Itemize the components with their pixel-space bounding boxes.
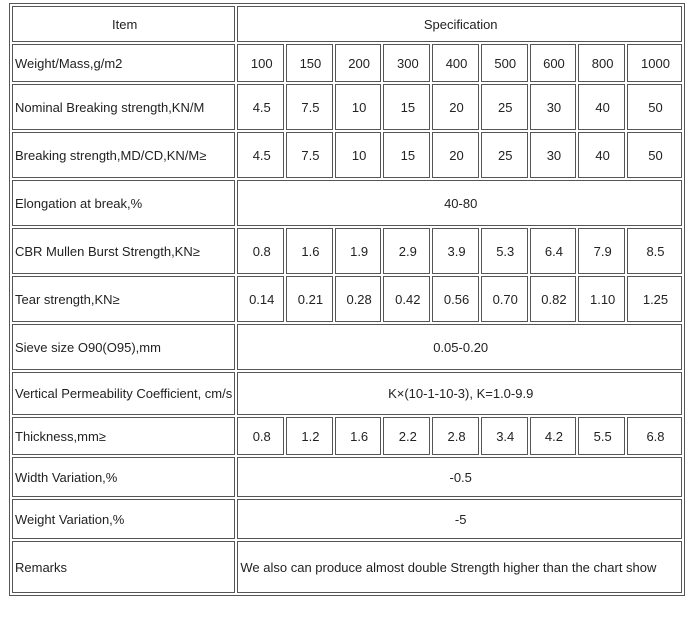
- cell-value: 2.8: [432, 417, 479, 455]
- cell-value: 7.9: [578, 228, 625, 274]
- cell-value: 200: [335, 44, 382, 82]
- table-row: [12, 417, 682, 455]
- header-item: Item: [12, 6, 235, 42]
- cell-value: 1.2: [286, 417, 333, 455]
- cell-value: 40: [578, 84, 625, 130]
- table-row: [12, 457, 682, 497]
- cell-value: 30: [530, 132, 577, 178]
- cell-value: 50: [627, 132, 682, 178]
- cell-value: 0.14: [237, 276, 284, 322]
- row-label-breaking: Breaking strength,MD/CD,KN/M≥: [12, 132, 235, 178]
- cell-value: 5.5: [578, 417, 625, 455]
- cell-value: 400: [432, 44, 479, 82]
- table-row: [12, 499, 682, 539]
- cell-value: 500: [481, 44, 528, 82]
- header-row: [12, 6, 682, 42]
- table-row: [12, 84, 682, 130]
- cell-value: 0.8: [237, 228, 284, 274]
- cell-value: 300: [383, 44, 430, 82]
- row-label-cbr: CBR Mullen Burst Strength,KN≥: [12, 228, 235, 274]
- cell-value: 1.9: [335, 228, 382, 274]
- table-row: [12, 180, 682, 226]
- remarks-text: We also can produce almost double Strength higher than the chart show: [237, 541, 682, 593]
- cell-value: 6.4: [530, 228, 577, 274]
- table-row: [12, 44, 682, 82]
- cell-value: 20: [432, 84, 479, 130]
- cell-value: 1.10: [578, 276, 625, 322]
- cell-value: 0.42: [383, 276, 430, 322]
- cell-value: -0.5: [237, 457, 682, 497]
- cell-value: 0.8: [237, 417, 284, 455]
- cell-value: 50: [627, 84, 682, 130]
- table-row: [12, 372, 682, 415]
- cell-value: 0.70: [481, 276, 528, 322]
- cell-value: 15: [383, 132, 430, 178]
- cell-value: 0.05-0.20: [237, 324, 682, 370]
- cell-value: 1000: [627, 44, 682, 82]
- cell-value: 3.9: [432, 228, 479, 274]
- row-label-remarks: Remarks: [12, 541, 235, 593]
- cell-value: 3.4: [481, 417, 528, 455]
- row-label-sieve: Sieve size O90(O95),mm: [12, 324, 235, 370]
- cell-value: 4.2: [530, 417, 577, 455]
- cell-value: 25: [481, 132, 528, 178]
- table-row: [12, 324, 682, 370]
- cell-value: 15: [383, 84, 430, 130]
- row-label-weight-variation: Weight Variation,%: [12, 499, 235, 539]
- cell-value: 0.82: [530, 276, 577, 322]
- cell-value: 2.2: [383, 417, 430, 455]
- row-label-weight: Weight/Mass,g/m2: [12, 44, 235, 82]
- cell-value: 800: [578, 44, 625, 82]
- cell-value: 2.9: [383, 228, 430, 274]
- cell-value: 1.25: [627, 276, 682, 322]
- specification-table: [9, 3, 685, 596]
- cell-value: 40-80: [237, 180, 682, 226]
- cell-value: 1.6: [335, 417, 382, 455]
- row-label-elongation: Elongation at break,%: [12, 180, 235, 226]
- cell-value: 150: [286, 44, 333, 82]
- row-label-tear: Tear strength,KN≥: [12, 276, 235, 322]
- cell-value: -5: [237, 499, 682, 539]
- spec-table-container: [9, 3, 685, 596]
- row-label-thickness: Thickness,mm≥: [12, 417, 235, 455]
- cell-value: 20: [432, 132, 479, 178]
- table-row: [12, 541, 682, 593]
- cell-value: 30: [530, 84, 577, 130]
- cell-value: 600: [530, 44, 577, 82]
- row-label-permeability: Vertical Permeability Coefficient, cm/s: [12, 372, 235, 415]
- row-label-width-variation: Width Variation,%: [12, 457, 235, 497]
- cell-value: 4.5: [237, 132, 284, 178]
- table-row: [12, 276, 682, 322]
- cell-value: 1.6: [286, 228, 333, 274]
- row-label-nominal: Nominal Breaking strength,KN/M: [12, 84, 235, 130]
- cell-value: 5.3: [481, 228, 528, 274]
- cell-value: 0.28: [335, 276, 382, 322]
- header-specification: Specification: [237, 6, 682, 42]
- cell-value: 4.5: [237, 84, 284, 130]
- cell-value: 0.56: [432, 276, 479, 322]
- cell-value: 40: [578, 132, 625, 178]
- cell-value: 6.8: [627, 417, 682, 455]
- cell-value: 7.5: [286, 132, 333, 178]
- cell-value: K×(10-1-10-3), K=1.0-9.9: [237, 372, 682, 415]
- cell-value: 10: [335, 132, 382, 178]
- cell-value: 10: [335, 84, 382, 130]
- cell-value: 100: [237, 44, 284, 82]
- table-row: [12, 132, 682, 178]
- cell-value: 7.5: [286, 84, 333, 130]
- cell-value: 8.5: [627, 228, 682, 274]
- table-row: [12, 228, 682, 274]
- cell-value: 25: [481, 84, 528, 130]
- cell-value: 0.21: [286, 276, 333, 322]
